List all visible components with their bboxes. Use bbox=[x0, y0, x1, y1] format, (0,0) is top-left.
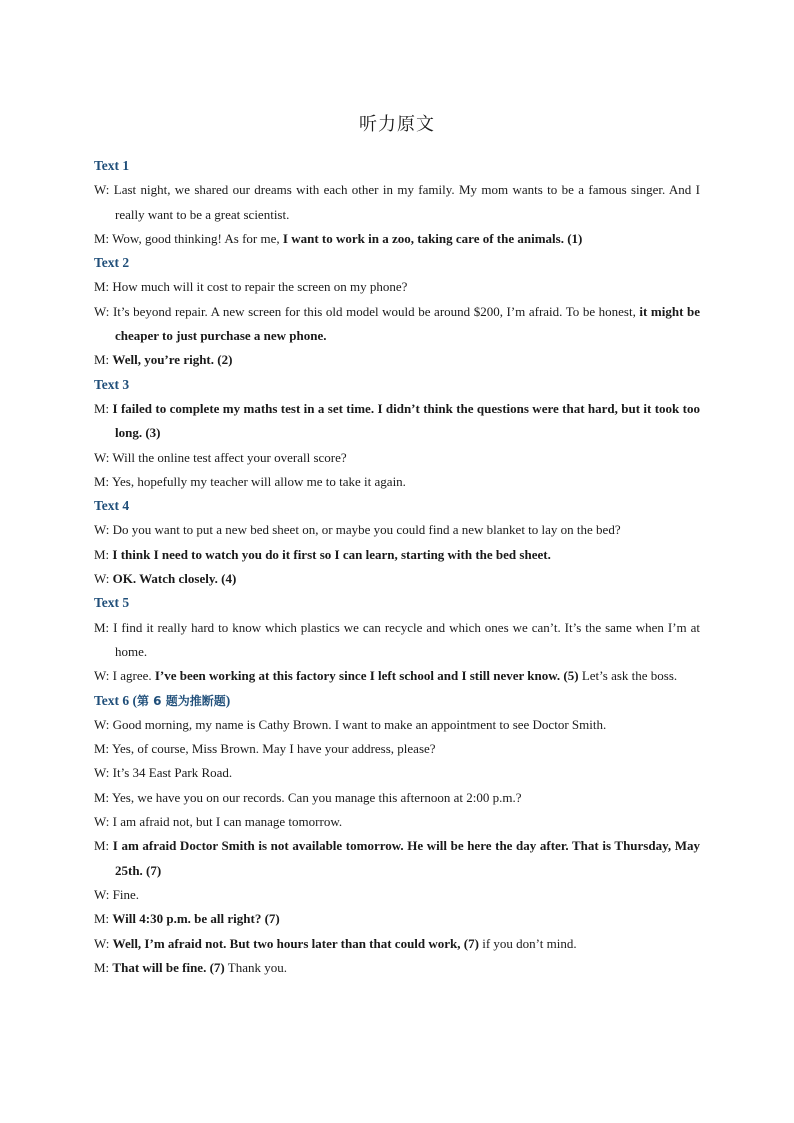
answer-highlight: I think I need to watch you do it first so I can learn, starting with the bed sheet. bbox=[112, 546, 551, 562]
dialogue-text: M: I find it really hard to know which plastics we can recycle and which ones we can’t. It’s the same when I’m at home. bbox=[94, 619, 700, 659]
section-heading bbox=[94, 494, 700, 518]
section-heading bbox=[94, 154, 700, 178]
dialogue-line bbox=[94, 275, 700, 299]
dialogue-line bbox=[94, 178, 700, 227]
dialogue-line bbox=[94, 518, 700, 542]
dialogue-line bbox=[94, 470, 700, 494]
dialogue-line bbox=[94, 664, 700, 688]
dialogue-line bbox=[94, 786, 700, 810]
page-title: 听力原文 bbox=[359, 114, 435, 135]
dialogue-text: Let’s ask the boss. bbox=[578, 668, 678, 684]
dialogue-line bbox=[94, 348, 700, 372]
section-heading-label: Text 5 bbox=[94, 595, 130, 611]
dialogue-text: if you don’t mind. bbox=[478, 935, 577, 951]
dialogue-text: M: bbox=[94, 959, 113, 975]
dialogue-text: W: It’s beyond repair. A new screen for this old model would be around $200, I’m afraid. To be honest, bbox=[94, 303, 640, 319]
dialogue-text: W: Good morning, my name is Cathy Brown. I want to make an appointment to see Doctor Smith. bbox=[94, 716, 607, 732]
dialogue-text: W: Will the online test affect your overall score? bbox=[94, 449, 347, 465]
dialogue-line bbox=[94, 956, 700, 980]
dialogue-line bbox=[94, 446, 700, 470]
dialogue-text: M: Yes, we have you on our records. Can you manage this afternoon at 2:00 p.m.? bbox=[94, 789, 522, 805]
section-heading-note: 第 6 题为推断题 bbox=[137, 693, 226, 708]
dialogue-line bbox=[94, 907, 700, 931]
transcript-body bbox=[94, 154, 700, 980]
answer-highlight: Well, I’m afraid not. But two hours later than that could work, (7) bbox=[112, 935, 479, 951]
section-heading-label: Text 1 bbox=[94, 158, 130, 173]
dialogue-line bbox=[94, 810, 700, 834]
dialogue-line bbox=[94, 567, 700, 591]
dialogue-text: M: bbox=[94, 352, 113, 368]
dialogue-text: M: bbox=[94, 911, 113, 927]
dialogue-text: M: How much will it cost to repair the screen on my phone? bbox=[94, 279, 408, 295]
answer-highlight: I’ve been working at this factory since I left school and I still never know. (5) bbox=[154, 668, 579, 684]
dialogue-text: W: Last night, we shared our dreams with each other in my family. My mom wants to be a famous singer. And I really want to be a great scientist. bbox=[94, 182, 700, 222]
section-heading bbox=[94, 373, 700, 397]
answer-highlight: OK. Watch closely. (4) bbox=[112, 571, 237, 587]
answer-highlight: That will be fine. (7) bbox=[112, 959, 225, 975]
section-heading-close: ) bbox=[225, 692, 231, 708]
dialogue-text: M: Yes, of course, Miss Brown. May I have your address, please? bbox=[94, 741, 436, 757]
dialogue-text: W: Fine. bbox=[94, 886, 140, 902]
document-page bbox=[94, 110, 700, 980]
dialogue-text: W: Do you want to put a new bed sheet on, or maybe you could find a new blanket to lay on the bed? bbox=[94, 522, 621, 538]
dialogue-text: Thank you. bbox=[224, 959, 287, 975]
dialogue-line bbox=[94, 761, 700, 785]
answer-highlight: I am afraid Doctor Smith is not available tomorrow. He will be here the day after. That is Thursday, May 25th. (7) bbox=[112, 838, 700, 878]
dialogue-text: M: bbox=[94, 838, 113, 854]
section-heading-label: Text 4 bbox=[94, 498, 130, 514]
section-heading-label: Text 6 ( bbox=[94, 692, 137, 708]
dialogue-line bbox=[94, 616, 700, 665]
dialogue-line bbox=[94, 300, 700, 349]
dialogue-text: W: I am afraid not, but I can manage tomorrow. bbox=[94, 814, 343, 830]
dialogue-line bbox=[94, 227, 700, 251]
dialogue-line bbox=[94, 713, 700, 737]
section-heading bbox=[94, 689, 700, 713]
answer-highlight: I want to work in a zoo, taking care of the animals. (1) bbox=[282, 230, 583, 246]
dialogue-text: M: bbox=[94, 400, 113, 416]
dialogue-text: M: Wow, good thinking! As for me, bbox=[94, 230, 283, 246]
dialogue-line bbox=[94, 834, 700, 883]
answer-highlight: Well, you’re right. (2) bbox=[112, 352, 233, 368]
dialogue-text: W: bbox=[94, 935, 113, 951]
dialogue-line bbox=[94, 543, 700, 567]
answer-highlight: it might be cheaper to just purchase a new phone. bbox=[115, 303, 700, 344]
section-heading-label: Text 2 bbox=[94, 255, 130, 271]
section-heading bbox=[94, 591, 700, 615]
section-heading-label: Text 3 bbox=[94, 376, 130, 392]
answer-highlight: Will 4:30 p.m. be all right? (7) bbox=[112, 911, 280, 927]
dialogue-text: M: Yes, hopefully my teacher will allow me to take it again. bbox=[94, 473, 406, 489]
section-heading bbox=[94, 251, 700, 275]
dialogue-text: W: It’s 34 East Park Road. bbox=[94, 765, 233, 781]
dialogue-text: W: I agree. bbox=[94, 668, 155, 684]
dialogue-line bbox=[94, 932, 700, 956]
dialogue-line bbox=[94, 737, 700, 761]
dialogue-line bbox=[94, 397, 700, 446]
dialogue-line bbox=[94, 883, 700, 907]
dialogue-text: M: bbox=[94, 546, 113, 562]
answer-highlight: I failed to complete my maths test in a set time. I didn’t think the questions were that hard, but it took too long. (3) bbox=[112, 400, 700, 441]
dialogue-text: W: bbox=[94, 571, 113, 587]
